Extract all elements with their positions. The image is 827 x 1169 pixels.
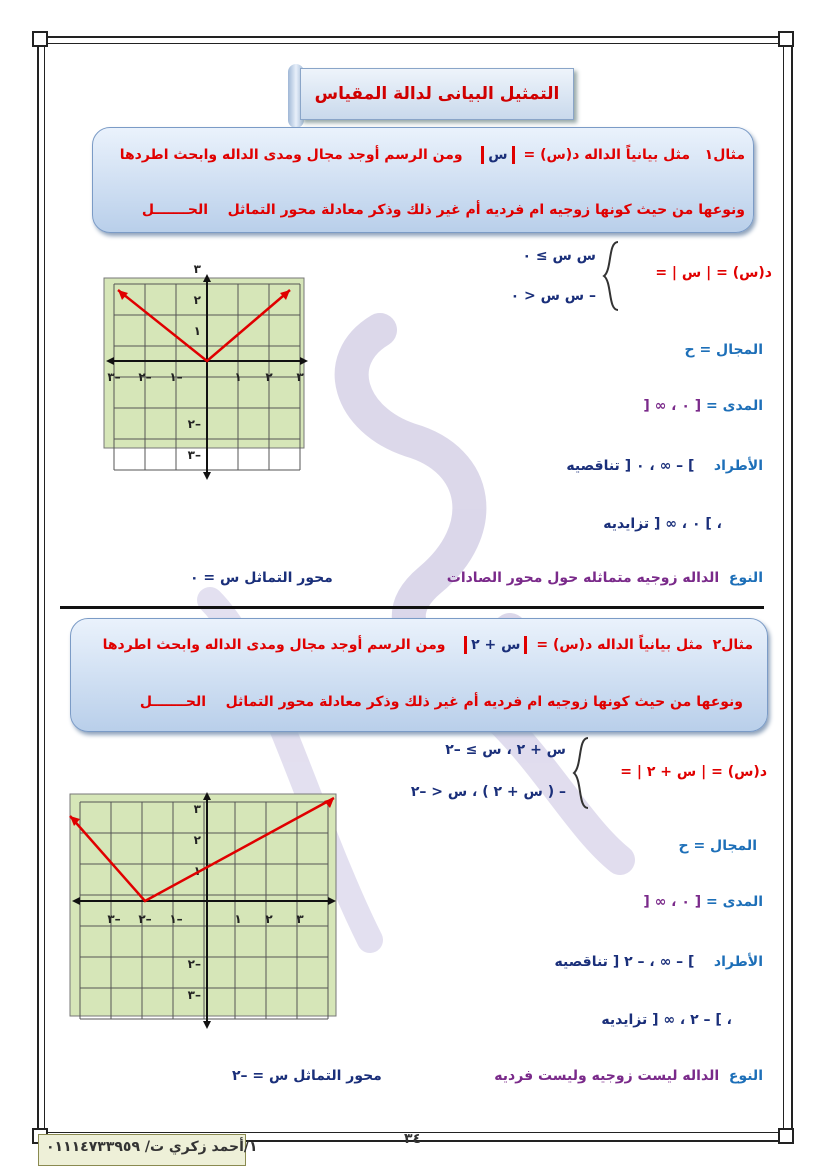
brace-icon [570, 736, 594, 810]
x-tick-label: ٣– [107, 912, 121, 926]
example1-var: س [488, 147, 508, 163]
example1-text-b: ومن الرسم أوجد مجال ومدى الداله وابحث اطردها [119, 147, 463, 163]
y-tick-label: ١ [193, 864, 201, 878]
example2-monotonic-decreasing [555, 954, 763, 970]
x-tick-label: ٢– [138, 370, 152, 384]
example2-label: مثال٢ [712, 637, 753, 653]
example2-text-b: ومن الرسم أوجد مجال ومدى الداله وابحث اطردها [102, 637, 446, 653]
example1-question-line2 [142, 202, 745, 218]
abs-bar [524, 636, 527, 654]
example1-type [447, 570, 763, 586]
range-value: [ ٠ ، ∞ [ [643, 398, 702, 414]
y-tick-label: ٢– [187, 417, 201, 431]
example2-text-a: مثل بيانياً الداله د(س) = [536, 637, 703, 653]
type-text: الداله زوجيه متماثله حول محور الصادات [446, 570, 720, 586]
example1-solution-label: الحـــــــل [141, 202, 209, 218]
example1-graph [100, 262, 312, 462]
type-text: الداله ليست زوجيه وليست فرديه [494, 1068, 720, 1084]
y-tick-label: ٣– [187, 988, 201, 1002]
example2-graph [66, 788, 342, 1020]
example1-domain: المجال = ح [684, 342, 763, 358]
example2-case1: س + ٢ ، س ≥ –٢ [445, 742, 566, 758]
example1-text-line2: ونوعها من حيث كونها زوجيه ام فرديه أم غير ذلك وذكر معادلة محور التماثل [227, 202, 745, 218]
title-banner [300, 68, 574, 120]
example1-case1: س س ≥ ٠ [522, 248, 596, 264]
range-label: المدى = [706, 894, 763, 910]
monotonic-decreasing-text: ] – ∞ ، ٠ [ تناقصيه [566, 458, 695, 474]
corner-ornament [32, 31, 48, 47]
example2-definition-lhs: د(س) = | س + ٢ | = [620, 764, 767, 780]
y-tick-label: ٢ [193, 833, 201, 847]
footer-author: ١/أحمد زكري ت/ ٠١١١٤٧٣٣٩٥٩ [46, 1139, 258, 1155]
example2-var: س + ٢ [471, 637, 521, 653]
range-value: [ ٠ ، ∞ [ [643, 894, 702, 910]
example1-monotonic-increasing: ، ] ٠ ، ∞ [ تزايديه [603, 516, 722, 532]
example2-symmetry-axis: محور التماثل س = –٢ [232, 1068, 382, 1084]
example2-case2: – ( س + ٢ ) ، س < –٢ [410, 784, 566, 800]
x-tick-label: ١ [234, 370, 242, 384]
x-tick-label: ٣ [296, 912, 304, 926]
abs-bar [512, 146, 515, 164]
example1-text-a: مثل بيانياً الداله د(س) = [523, 147, 691, 163]
x-tick-label: ٢– [138, 912, 152, 926]
type-label: النوع [728, 1068, 763, 1084]
example2-domain: المجال = ح [678, 838, 757, 854]
example1-range [643, 398, 763, 414]
y-tick-label: ٣ [193, 262, 201, 276]
abs-bar [481, 146, 484, 164]
example2-monotonic-increasing: ، ] – ٢ ، ∞ [ تزايديه [601, 1012, 732, 1028]
example2-range [643, 894, 763, 910]
example1-case2: – س س < ٠ [510, 288, 596, 304]
example1-symmetry-axis: محور التماثل س = ٠ [190, 570, 333, 586]
y-tick-label: ٣– [187, 448, 201, 462]
y-tick-label: ٢– [187, 957, 201, 971]
x-tick-label: ٣– [107, 370, 121, 384]
x-tick-label: ١– [169, 370, 183, 384]
example2-text-line2: ونوعها من حيث كونها زوجيه ام فرديه أم غير ذلك وذكر معادلة محور التماثل [225, 694, 743, 710]
range-label: المدى = [706, 398, 763, 414]
page-title: التمثيل البيانى لدالة المقياس [314, 84, 560, 104]
example2-solution-label: الحـــــــل [139, 694, 207, 710]
example2-question-line2 [140, 694, 743, 710]
y-tick-label: ٣ [193, 802, 201, 816]
section-divider [60, 606, 764, 609]
brace-icon [600, 240, 624, 312]
abs-bar [464, 636, 467, 654]
page-number: ٣٤ [404, 1131, 422, 1147]
type-label: النوع [728, 570, 763, 586]
x-tick-label: ١ [234, 912, 242, 926]
example2-type [494, 1068, 763, 1084]
y-tick-label: ١ [193, 324, 201, 338]
corner-ornament [778, 31, 794, 47]
example1-monotonic-decreasing [566, 458, 763, 474]
graph-background [70, 794, 336, 1016]
y-tick-label: ٢ [193, 293, 201, 307]
corner-ornament [778, 1128, 794, 1144]
monotonic-label: الأطراد [713, 954, 763, 970]
monotonic-label: الأطراد [713, 458, 763, 474]
x-tick-label: ٣ [296, 370, 304, 384]
x-tick-label: ٢ [265, 370, 273, 384]
x-tick-label: ١– [169, 912, 183, 926]
monotonic-decreasing-text: ] – ∞ ، – ٢ [ تناقصيه [554, 954, 695, 970]
example2-question-line1 [103, 636, 753, 654]
example1-label: مثال١ [704, 147, 745, 163]
x-tick-label: ٢ [265, 912, 273, 926]
example1-definition-lhs: د(س) = | س | = [655, 265, 772, 281]
example1-question-line1 [120, 146, 745, 164]
